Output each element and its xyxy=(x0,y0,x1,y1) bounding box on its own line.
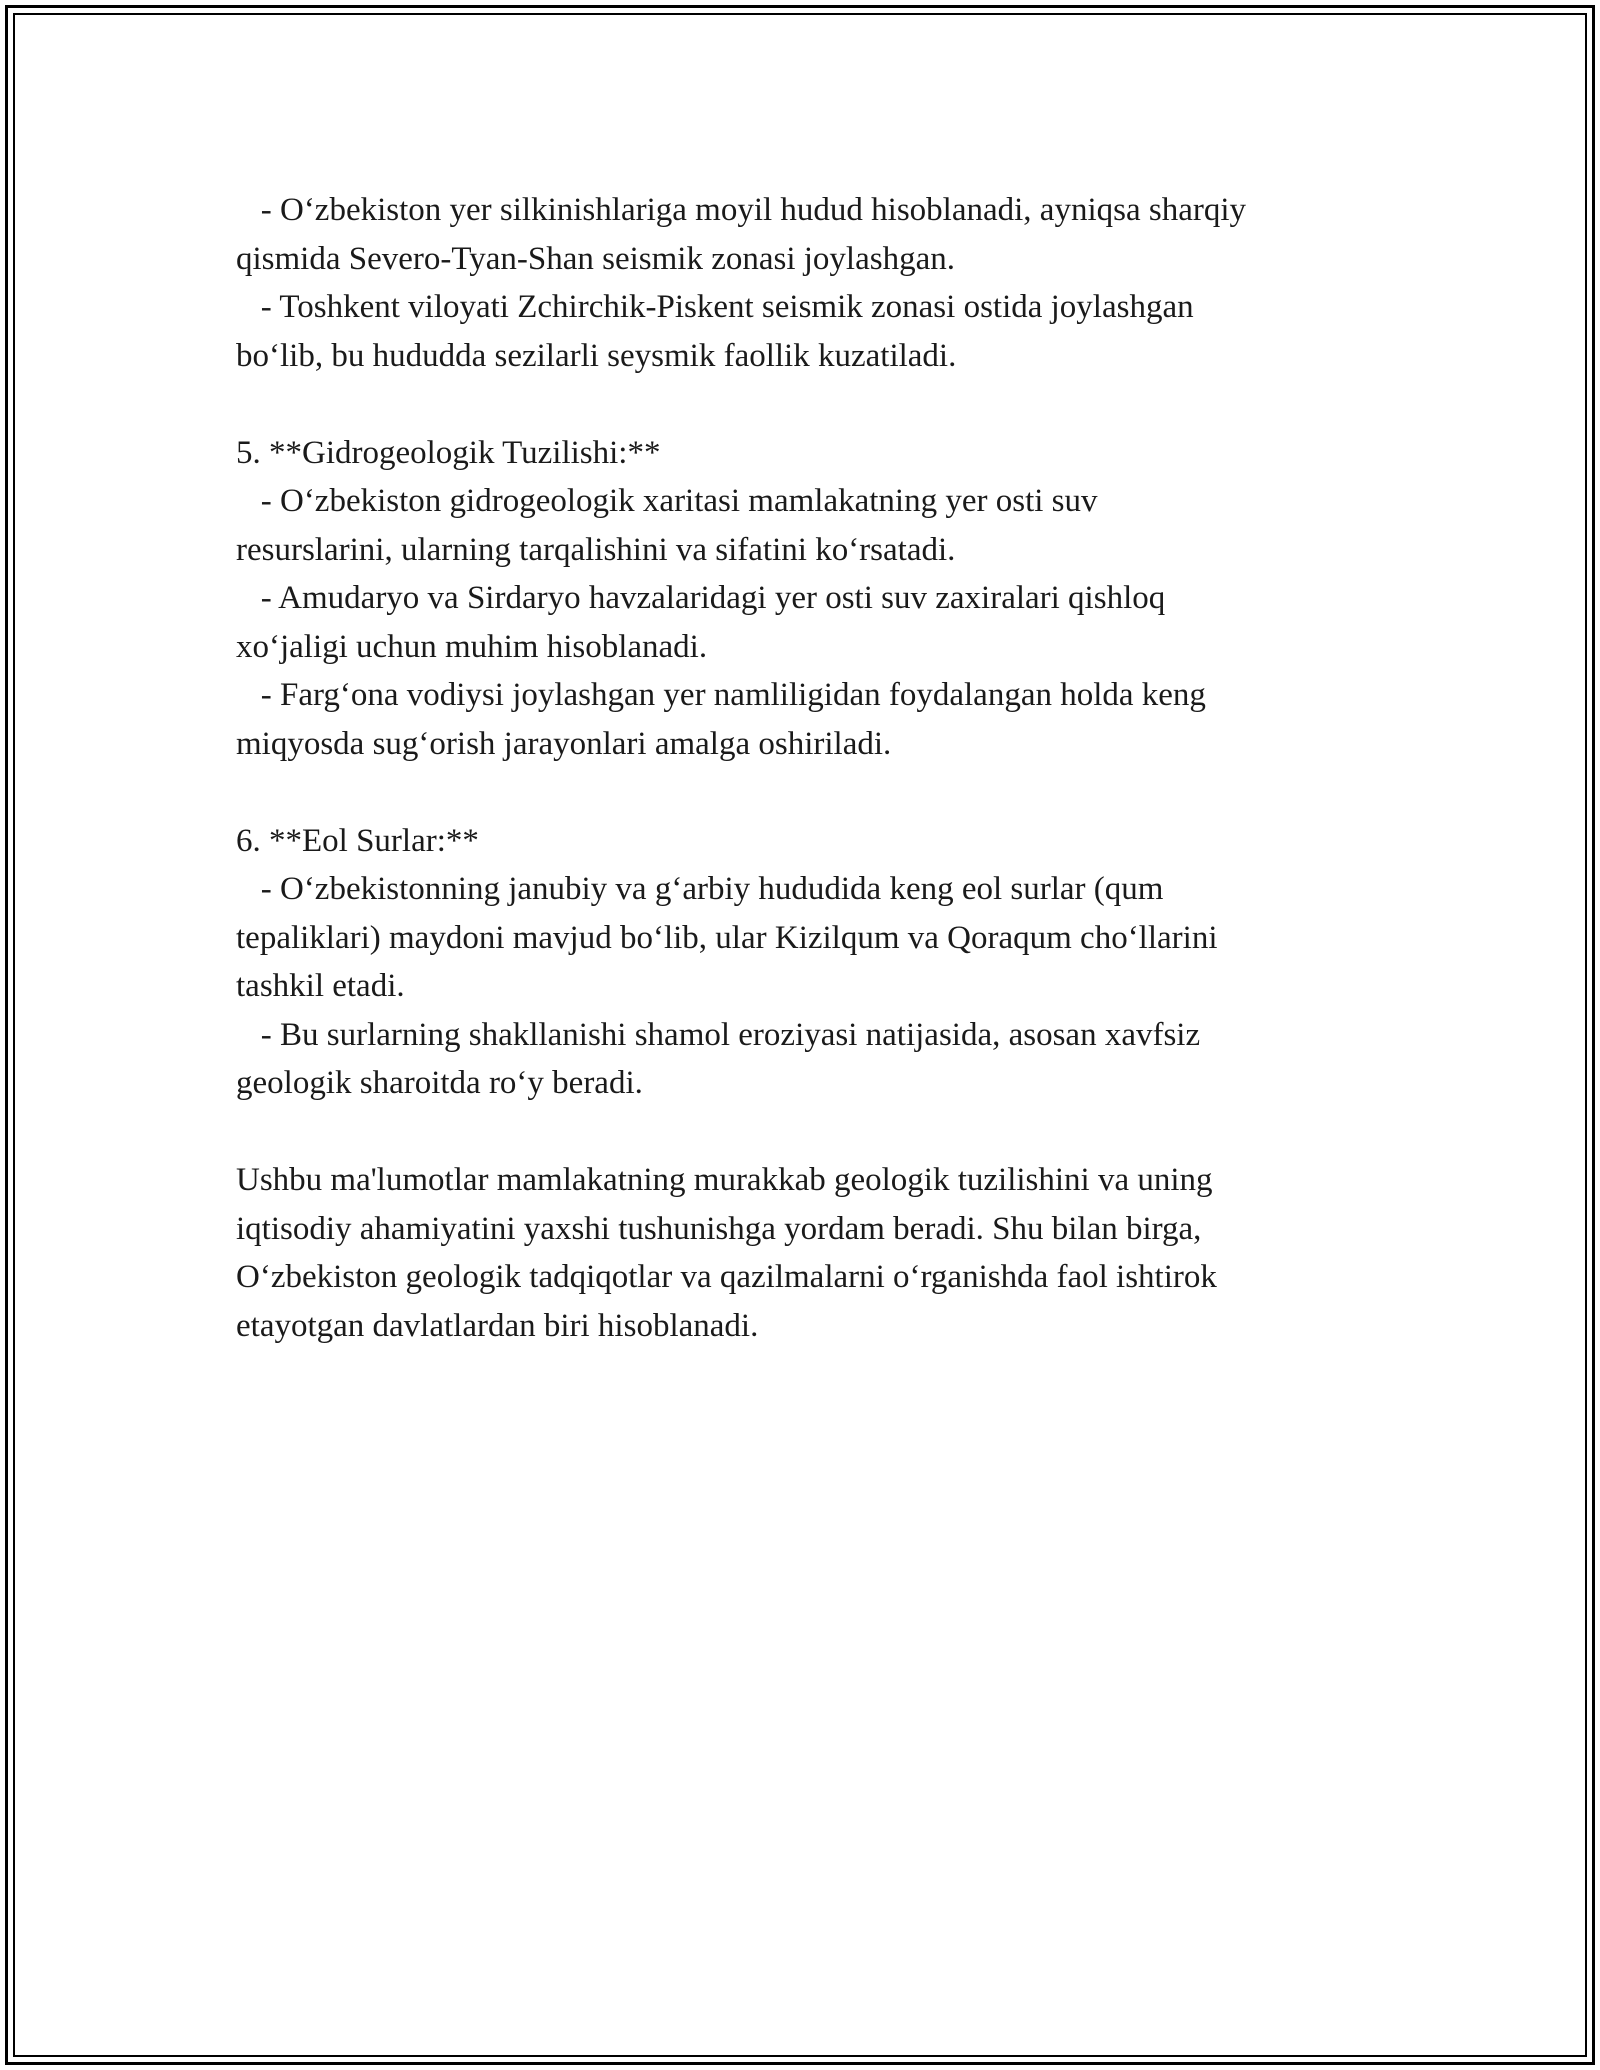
text-line: etayotgan davlatlardan biri hisoblanadi. xyxy=(236,1307,759,1344)
section-heading: 5. **Gidrogeologik Tuzilishi:** xyxy=(236,434,661,471)
section-heading: 6. **Eol Surlar:** xyxy=(236,822,479,859)
text-line: Ushbu ma'lumotlar mamlakatning murakkab geologik tuzilishini va uning xyxy=(236,1162,1213,1198)
text-line: - Bu surlarning shakllanishi shamol eroziyasi natijasida, asosan xavfsiz xyxy=(236,1016,1201,1053)
text-line: - Amudaryo va Sirdaryo havzalaridagi yer osti suv zaxiralari qishloq xyxy=(236,580,1166,616)
text-line: - O‘zbekistonning janubiy va g‘arbiy hududida keng eol surlar (qum xyxy=(236,871,1164,907)
text-line: O‘zbekiston geologik tadqiqotlar va qazilmalarni o‘rganishda faol ishtirok xyxy=(236,1259,1217,1295)
document-body xyxy=(236,186,1376,1350)
text-line: tepaliklari) maydoni mavjud bo‘lib, ular Kizilqum va Qoraqum cho‘llarini xyxy=(236,919,1218,956)
section-eol-surlar xyxy=(236,817,1376,1108)
text-line: - O‘zbekiston gidrogeologik xaritasi mamlakatning yer osti suv xyxy=(236,483,1098,519)
paragraph-spacer xyxy=(236,1108,1376,1157)
text-line: resurslarini, ularning tarqalishini va sifatini ko‘rsatadi. xyxy=(236,531,956,568)
paragraph-spacer xyxy=(236,380,1376,429)
text-line: bo‘lib, bu hududda sezilarli seysmik faollik kuzatiladi. xyxy=(236,337,957,374)
text-line: xo‘jaligi uchun muhim hisoblanadi. xyxy=(236,628,708,665)
paragraph-seismic xyxy=(236,186,1376,380)
text-line: geologik sharoitda ro‘y beradi. xyxy=(236,1065,643,1101)
section-hydrogeology xyxy=(236,429,1376,769)
text-line: tashkil etadi. xyxy=(236,968,405,1004)
text-line: - Toshkent viloyati Zchirchik-Piskent seismik zonasi ostida joylashgan xyxy=(236,289,1194,325)
paragraph-conclusion xyxy=(236,1156,1376,1350)
text-line: qismida Severo-Tyan-Shan seismik zonasi joylashgan. xyxy=(236,240,955,277)
text-line: iqtisodiy ahamiyatini yaxshi tushunishga yordam beradi. Shu bilan birga, xyxy=(236,1210,1202,1247)
text-line: - O‘zbekiston yer silkinishlariga moyil hudud hisoblanadi, ayniqsa sharqiy xyxy=(236,192,1246,228)
text-line: miqyosda sug‘orish jarayonlari amalga oshiriladi. xyxy=(236,725,892,762)
paragraph-spacer xyxy=(236,768,1376,817)
text-line: - Farg‘ona vodiysi joylashgan yer namliligidan foydalangan holda keng xyxy=(236,677,1206,713)
